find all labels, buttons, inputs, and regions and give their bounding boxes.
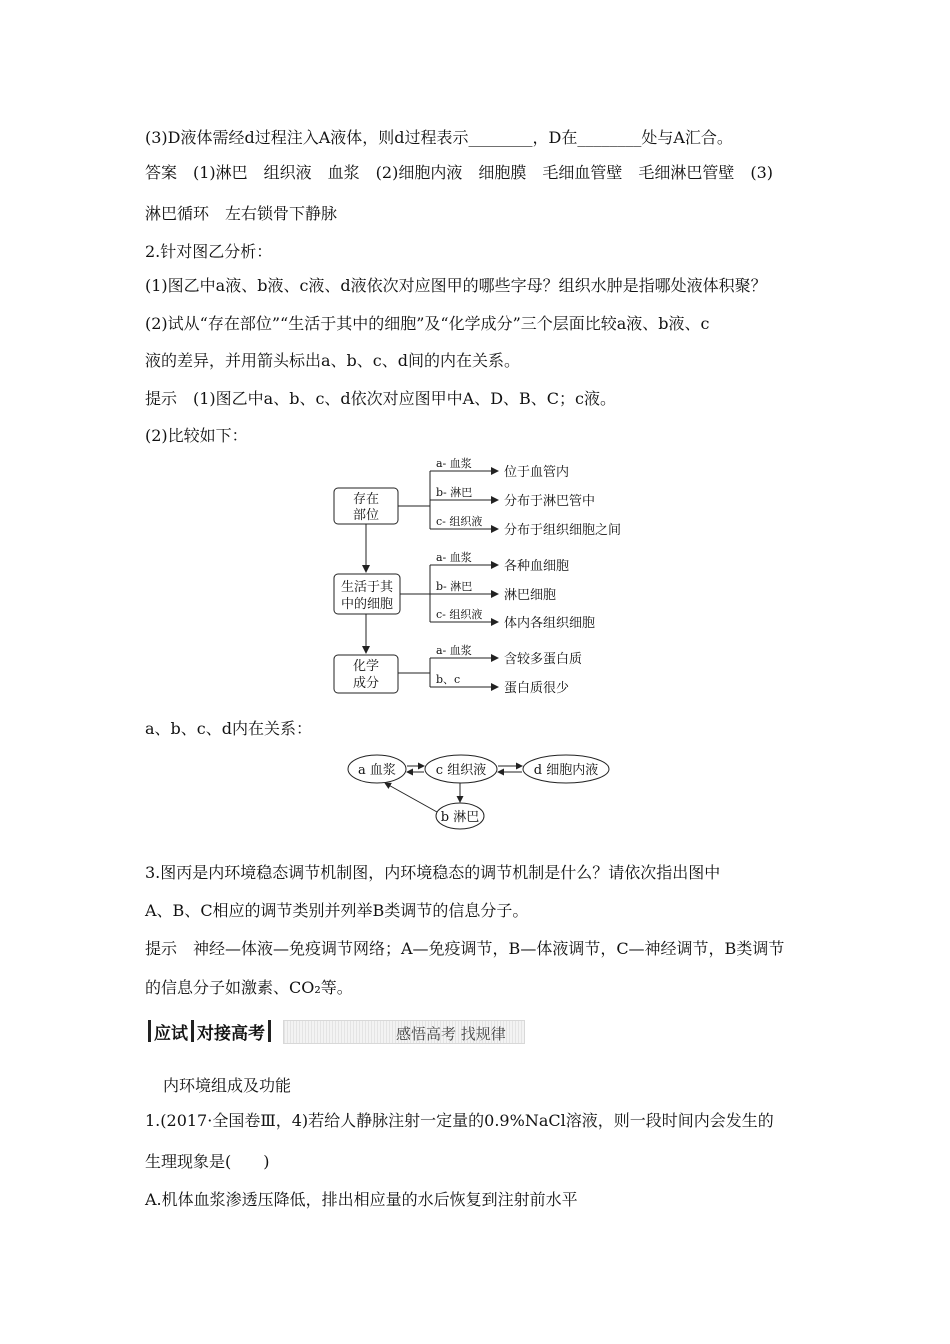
branch-result: 蛋白质很少	[504, 681, 570, 696]
hint-line: a、b、c、d内在关系：	[145, 719, 312, 738]
answer-line: 答案 (1)淋巴 组织液 血浆 (2)细胞内液 细胞膜 毛细血管壁 毛细淋巴管壁 (3)	[145, 163, 773, 182]
question-line: 液的差异，并用箭头标出a、b、c、d间的内在关系。	[145, 351, 520, 370]
node-tissue-fluid-label: c 组织液	[435, 763, 487, 778]
branch-label: c- 组织液	[436, 515, 483, 528]
section-banner	[145, 1018, 525, 1044]
hint-line: 提示 (1)图乙中a、b、c、d依次对应图甲中A、D、B、C；c液。	[145, 389, 616, 408]
question-line: (2)试从“存在部位”“生活于其中的细胞”及“化学成分”三个层面比较a液、b液、c	[145, 314, 710, 333]
branch-result: 各种血细胞	[504, 559, 570, 574]
branch-result: 体内各组织细胞	[504, 616, 596, 631]
branch-label: a- 血浆	[436, 457, 472, 470]
banner-subtitle: 感悟高考 找规律	[396, 1025, 506, 1043]
question-line: (1)图乙中a液、b液、c液、d液依次对应图甲的哪些字母？组织水肿是指哪处液体积聚？	[145, 276, 767, 295]
branch-label: b- 淋巴	[436, 486, 473, 499]
branch-label: b、c	[436, 673, 461, 686]
branch-result: 分布于淋巴管中	[504, 494, 596, 509]
hint-line: 的信息分子如激素、CO₂等。	[145, 978, 353, 997]
box-location-label: 部位	[352, 508, 380, 523]
node-plasma-label: a 血浆	[358, 763, 396, 778]
answer-line: 淋巴循环 左右锁骨下静脉	[145, 204, 338, 223]
box-chemistry-label: 化学	[352, 659, 380, 674]
box-location-label: 存在	[352, 492, 380, 507]
hint-line: 提示 神经—体液—免疫调节网络；A—免疫调节，B—体液调节，C—神经调节，B类调节	[145, 939, 785, 958]
banner-subtitle-box	[283, 1020, 525, 1044]
branch-label: a- 血浆	[436, 551, 472, 564]
branch-label: a- 血浆	[436, 644, 472, 657]
branch-result: 含较多蛋白质	[504, 652, 583, 667]
exam-question: 1.(2017·全国卷Ⅲ，4)若给人静脉注射一定量的0.9%NaCl溶液，则一段时间内会发生的	[145, 1111, 774, 1130]
branch-label: b- 淋巴	[436, 580, 473, 593]
node-intracellular-label: d 细胞内液	[533, 763, 599, 778]
box-cells-label: 生活于其	[340, 580, 394, 595]
box-chemistry-label: 成分	[352, 676, 380, 691]
banner-title-a: 应试	[154, 1023, 188, 1044]
banner-title	[145, 1018, 274, 1044]
branch-label: c- 组织液	[436, 608, 483, 621]
question-line: 3.图丙是内环境稳态调节机制图，内环境稳态的调节机制是什么？请依次指出图中	[145, 863, 721, 882]
text-line: (3)D液体需经d过程注入A液体，则d过程表示________，D在________处与A汇合。	[145, 128, 733, 147]
box-cells-label: 中的细胞	[340, 597, 394, 612]
branch-result: 分布于组织细胞之间	[504, 523, 622, 538]
branch-result: 淋巴细胞	[504, 588, 557, 603]
exam-option-a: A.机体血浆渗透压降低，排出相应量的水后恢复到注射前水平	[145, 1190, 578, 1209]
branch-result: 位于血管内	[504, 465, 570, 480]
node-lymph-label: b 淋巴	[440, 810, 480, 825]
exam-question: 生理现象是( )	[145, 1152, 270, 1171]
subsection-title: 内环境组成及功能	[163, 1076, 292, 1095]
question-heading: 2.针对图乙分析：	[145, 242, 273, 261]
question-line: A、B、C相应的调节类别并列举B类调节的信息分子。	[145, 901, 529, 920]
hint-line: (2)比较如下：	[145, 426, 248, 445]
banner-title-b: 对接高考	[197, 1023, 265, 1044]
